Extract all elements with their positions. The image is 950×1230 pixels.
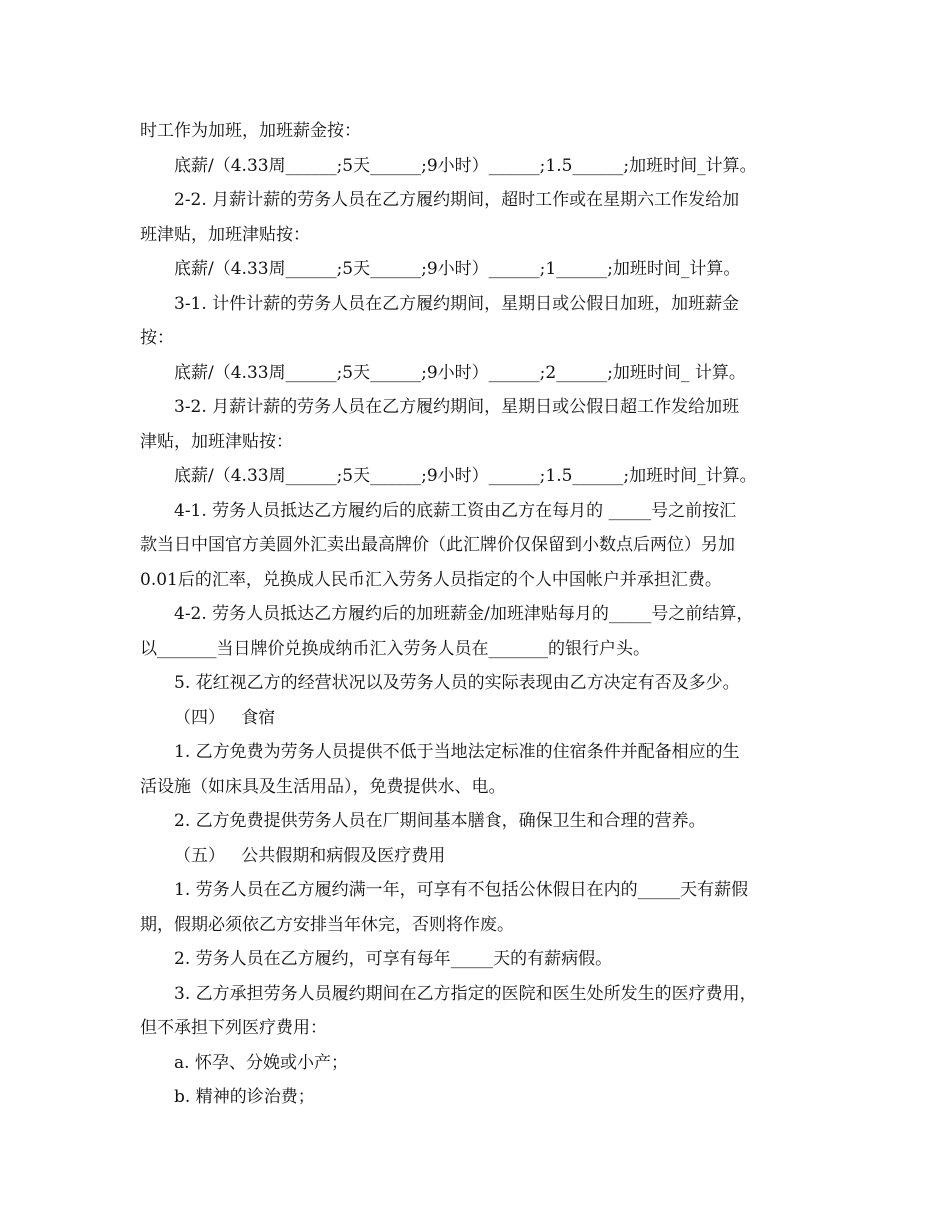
paragraph-line: 4-2. 劳务人员抵达乙方履约后的加班薪金/加班津贴每月的_____号之前结算， (174, 604, 754, 624)
paragraph-line: 底薪/（4.33周______;5天______;9小时）______;1.5______;加班时间_计算。 (174, 156, 757, 176)
paragraph-line: 底薪/（4.33周______;5天______;9小时）______;2______;加班时间_ 计算。 (174, 363, 746, 383)
paragraph-line: 活设施（如床具及生活用品），免费提供水、电。 (140, 777, 506, 797)
paragraph-line: 1. 劳务人员在乙方履约满一年，可享有不包括公休假日在内的_____天有薪假 (174, 880, 749, 900)
paragraph-line: 2-2. 月薪计薪的劳务人员在乙方履约期间，超时工作或在星期六工作发给加 (174, 190, 740, 210)
paragraph-line: 班津贴，加班津贴按： (140, 225, 310, 245)
paragraph-line: 3-1. 计件计薪的劳务人员在乙方履约期间，星期日或公假日加班，加班薪金 (174, 294, 740, 314)
paragraph-line: 款当日中国官方美圆外汇卖出最高牌价（此汇牌价仅保留到小数点后两位）另加 (140, 535, 735, 555)
paragraph-line: 3. 乙方承担劳务人员履约期间在乙方指定的医院和医生处所发生的医疗费用， (174, 984, 757, 1004)
paragraph-line: 2. 劳务人员在乙方履约，可享有每年_____天的有薪病假。 (174, 949, 613, 969)
paragraph-line: 期，假期必须依乙方安排当年休完，否则将作废。 (140, 915, 514, 935)
section-heading: （四） 食宿 (174, 708, 276, 728)
paragraph-line: 以_______当日牌价兑换成纳币汇入劳务人员在_______的银行户头。 (140, 639, 650, 659)
paragraph-line: 2. 乙方免费提供劳务人员在厂期间基本膳食，确保卫生和合理的营养。 (174, 811, 706, 831)
paragraph-line: 津贴，加班津贴按： (140, 432, 293, 452)
list-item: b. 精神的诊治费； (174, 1087, 315, 1107)
paragraph-line: 1. 乙方免费为劳务人员提供不低于当地法定标准的住宿条件并配备相应的生 (174, 742, 740, 762)
paragraph-line: 0.01后的汇率，兑换成人民币汇入劳务人员指定的个人中国帐户并承担汇费。 (140, 570, 722, 590)
paragraph-line: 时工作为加班，加班薪金按： (140, 121, 361, 141)
section-heading: （五） 公共假期和病假及医疗费用 (174, 846, 446, 866)
paragraph-line: 4-1. 劳务人员抵达乙方履约后的底薪工资由乙方在每月的 _____号之前按汇 (174, 501, 737, 521)
paragraph-line: 但不承担下列医疗费用： (140, 1018, 327, 1038)
paragraph-line: 底薪/（4.33周______;5天______;9小时）______;1______;加班时间_计算。 (174, 259, 741, 279)
paragraph-line: 5. 花红视乙方的经营状况以及劳务人员的实际表现由乙方决定有否及多少。 (174, 673, 740, 693)
list-item: a. 怀孕、分娩或小产； (174, 1053, 348, 1073)
paragraph-line: 底薪/（4.33周______;5天______;9小时）______;1.5______;加班时间_计算。 (174, 466, 757, 486)
paragraph-line: 3-2. 月薪计薪的劳务人员在乙方履约期间，星期日或公假日超工作发给加班 (174, 397, 740, 417)
paragraph-line: 按： (140, 328, 174, 348)
